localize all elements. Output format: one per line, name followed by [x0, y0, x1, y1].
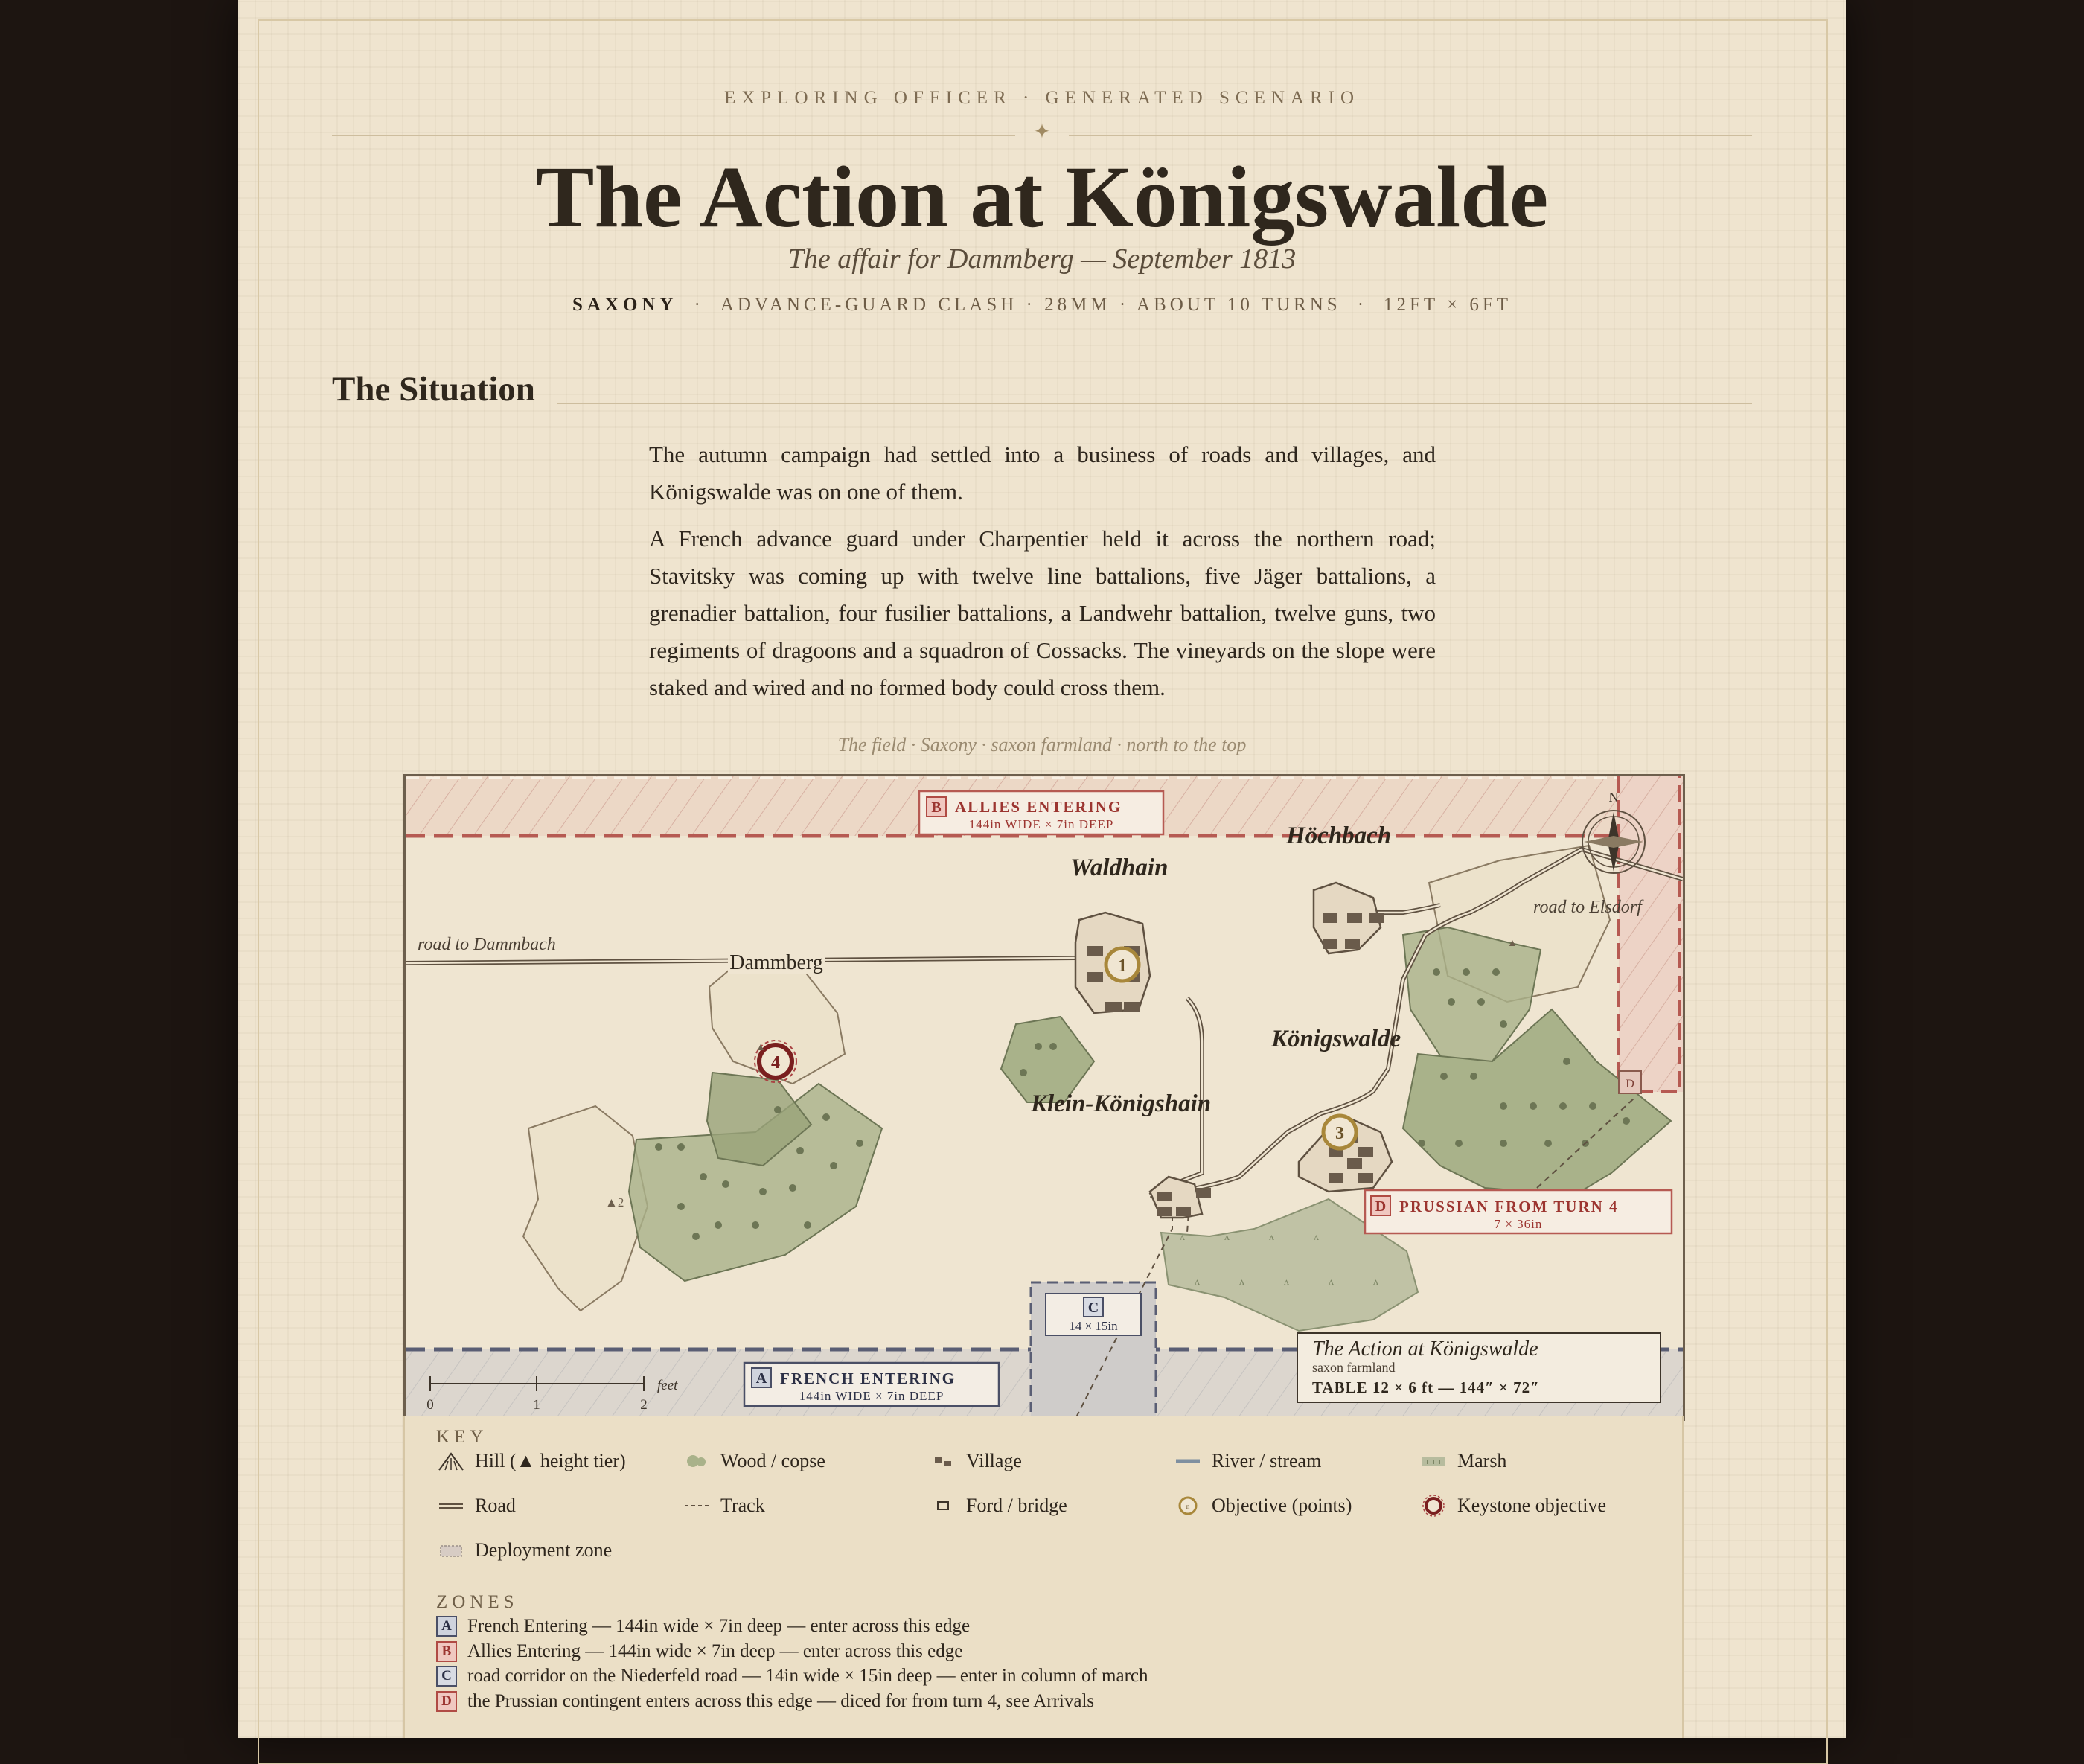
svg-text:D: D: [1375, 1198, 1387, 1215]
zone-entry-b: B Allies Entering — 144in wide × 7in deep — enter across this edge: [436, 1640, 962, 1664]
svg-text:saxon farmland: saxon farmland: [1312, 1360, 1396, 1375]
section-heading: The Situation: [332, 370, 535, 409]
svg-text:ʌ: ʌ: [1239, 1276, 1244, 1288]
svg-text:1: 1: [533, 1397, 540, 1413]
svg-text:D: D: [1626, 1078, 1634, 1090]
zone-c-label: [1046, 1294, 1141, 1335]
objective-1-marker[interactable]: [1106, 948, 1139, 981]
svg-text:PRUSSIAN FROM TURN 4: PRUSSIAN FROM TURN 4: [1399, 1198, 1619, 1215]
map-svg: [406, 776, 1683, 1419]
road-label-elsdorf: road to Elsdorf: [1533, 898, 1642, 917]
page-title: The Action at Königswalde: [535, 148, 1549, 246]
ford-icon: [927, 1494, 957, 1518]
svg-text:144in WIDE × 7in DEEP: 144in WIDE × 7in DEEP: [799, 1389, 944, 1403]
svg-text:ʌ: ʌ: [1314, 1232, 1319, 1243]
svg-text:B: B: [931, 799, 942, 816]
zone-d-hatch: [1619, 776, 1683, 1092]
objective-3-marker[interactable]: [1323, 1116, 1356, 1148]
key-item-wood: Wood / copse: [682, 1448, 825, 1474]
svg-text:1: 1: [1118, 956, 1127, 976]
zone-entry-d: D the Prussian contingent enters across this edge — diced for from turn 4, see Arrivals: [436, 1690, 1094, 1713]
svg-text:ʌ: ʌ: [1269, 1232, 1274, 1243]
map-key-panel: [403, 1416, 1684, 1738]
key-item-marsh: Marsh: [1419, 1448, 1506, 1474]
key-item-river: River / stream: [1173, 1448, 1321, 1474]
river-icon: [1173, 1449, 1203, 1473]
section-rule: [557, 403, 1752, 404]
place-hochbach: Höchbach: [1286, 822, 1392, 849]
zone-a-label: [744, 1363, 999, 1406]
situation-paragraph: A French advance guard under Charpentier held it across the northern road; Stavitsky was coming up with twelve line battalions, five Jäger battalions, a grenadier battalion, four fusilier battalions, a Landwehr battalion, twelve guns, two regiments of dragoons and a squadron of Cossacks. The vineyards on the slope were staked and wired and no formed body could cross them.: [649, 525, 1436, 700]
svg-text:ʌ: ʌ: [1373, 1276, 1378, 1288]
battlefield-map[interactable]: [403, 774, 1685, 1421]
key-heading: KEY: [436, 1427, 488, 1447]
svg-text:n: n: [1186, 1503, 1190, 1510]
place-dammberg: Dammberg: [729, 951, 823, 974]
svg-text:ʌ: ʌ: [1329, 1276, 1334, 1288]
svg-text:144in WIDE × 7in DEEP: 144in WIDE × 7in DEEP: [968, 817, 1114, 831]
svg-text:TABLE 12 × 6 ft — 144″ × 72″: TABLE 12 × 6 ft — 144″ × 72″: [1312, 1378, 1540, 1396]
key-item-track: Track: [682, 1492, 765, 1519]
hill-tier-label: ▲2: [605, 1195, 624, 1209]
keystone-icon: [1419, 1494, 1448, 1518]
hill-tier-mark-east: ▲: [1507, 938, 1518, 949]
title-rule-left: [332, 135, 1015, 136]
zone-b-label: [919, 791, 1163, 834]
svg-text:feet: feet: [657, 1378, 678, 1393]
svg-text:ʌ: ʌ: [1284, 1276, 1289, 1288]
wood-icon: [682, 1449, 712, 1473]
svg-text:7 × 36in: 7 × 36in: [1494, 1217, 1543, 1231]
objective-icon: [1173, 1494, 1203, 1518]
hill-icon: [436, 1449, 466, 1473]
key-item-village: Village: [927, 1448, 1022, 1474]
svg-text:4: 4: [771, 1053, 780, 1073]
key-item-objective: n Objective (points): [1173, 1492, 1352, 1519]
page-subtitle: The affair for Dammberg — September 1813: [787, 243, 1297, 275]
svg-text:ALLIES ENTERING: ALLIES ENTERING: [955, 798, 1122, 816]
place-klein-konigshain: Klein-Königshain: [1031, 1090, 1212, 1117]
key-item-keystone: Keystone objective: [1419, 1492, 1606, 1519]
zone-entry-c: C road corridor on the Niederfeld road — 14in wide × 15in deep — enter in column of march: [436, 1664, 1148, 1688]
road-icon: [436, 1494, 466, 1518]
svg-text:14 × 15in: 14 × 15in: [1069, 1319, 1118, 1333]
meta-region: SAXONY: [572, 295, 678, 315]
situation-paragraph: The autumn campaign had settled into a business of roads and villages, and Königswalde was on one of them.: [649, 441, 1436, 505]
svg-text:ʌ: ʌ: [1224, 1232, 1230, 1243]
place-konigswalde: Königswalde: [1271, 1026, 1401, 1052]
scenario-meta: SAXONY · ADVANCE-GUARD CLASH · 28MM · ABOUT 10 TURNS · 12FT × 6FT: [572, 295, 1512, 315]
meta-details: ADVANCE-GUARD CLASH · 28MM · ABOUT 10 TURNS: [720, 295, 1341, 315]
village-hochbach: [1314, 883, 1384, 953]
village-icon: [927, 1449, 957, 1473]
svg-text:N: N: [1608, 790, 1619, 805]
key-item-ford: Ford / bridge: [927, 1492, 1067, 1519]
marsh-icon: [1419, 1449, 1448, 1473]
map-caption: The field · Saxony · saxon farmland · north to the top: [837, 734, 1247, 755]
village-klein: [1150, 1177, 1211, 1218]
road-label-dammbach: road to Dammbach: [418, 935, 556, 954]
scenario-sheet: [238, 0, 1846, 1738]
wood-klein: [1001, 1017, 1094, 1102]
place-waldhain: Waldhain: [1070, 854, 1169, 881]
hill-west: [523, 1106, 648, 1311]
map-cartouche: [1297, 1333, 1661, 1402]
ornament-star-icon: ✦: [1033, 121, 1051, 144]
key-item-road: Road: [436, 1492, 516, 1519]
hill-tier-mark: ▲: [755, 1042, 766, 1053]
svg-text:3: 3: [1335, 1124, 1344, 1143]
zones-heading: ZONES: [436, 1592, 519, 1612]
svg-text:The Action at Königswalde: The Action at Königswalde: [1312, 1338, 1538, 1361]
track-icon: [682, 1494, 712, 1518]
svg-text:ʌ: ʌ: [1180, 1232, 1185, 1243]
svg-text:A: A: [755, 1370, 767, 1387]
zone-entry-a: A French Entering — 144in wide × 7in deep — enter across this edge: [436, 1614, 970, 1638]
svg-text:2: 2: [640, 1397, 648, 1413]
situation-text: [649, 436, 1436, 716]
deployment-icon: [436, 1538, 466, 1562]
meta-table: 12FT × 6FT: [1384, 295, 1512, 315]
svg-text:C: C: [1087, 1300, 1099, 1316]
key-item-deployment: Deployment zone: [436, 1537, 612, 1564]
eyebrow: EXPLORING OFFICER · GENERATED SCENARIO: [723, 88, 1360, 108]
svg-text:0: 0: [426, 1397, 434, 1413]
svg-text:ʌ: ʌ: [1195, 1276, 1200, 1288]
title-rule-right: [1069, 135, 1752, 136]
key-item-hill: Hill (▲ height tier): [436, 1448, 626, 1474]
svg-text:FRENCH ENTERING: FRENCH ENTERING: [780, 1370, 956, 1387]
